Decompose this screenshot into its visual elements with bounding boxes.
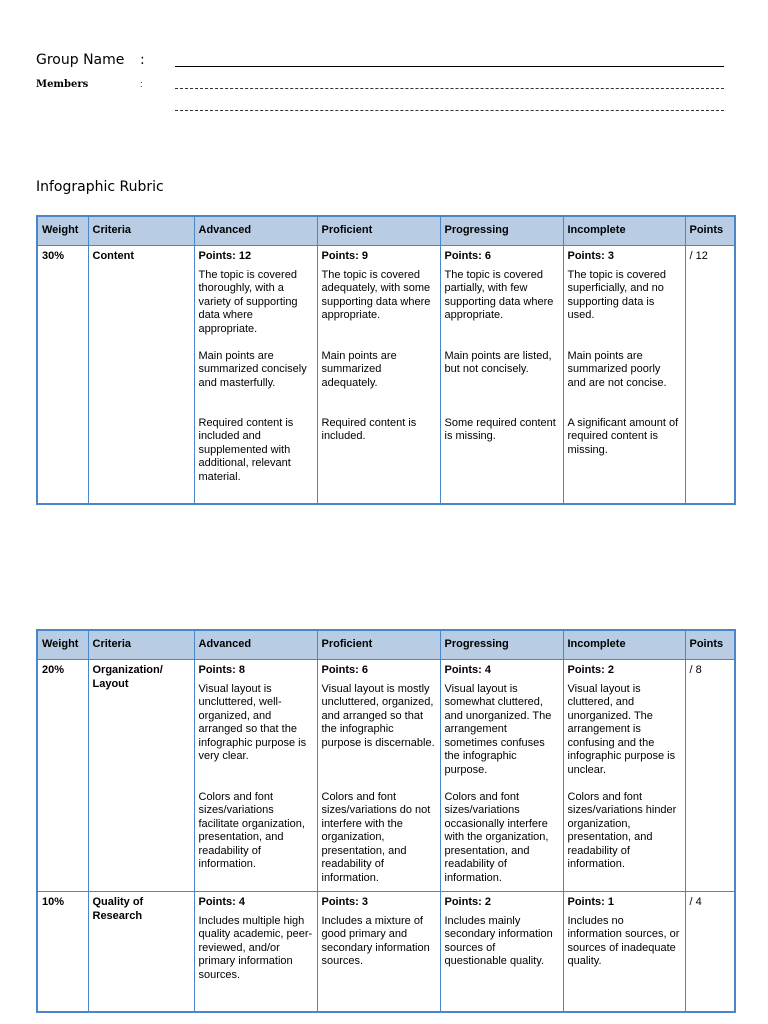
points-label: Points: 2 xyxy=(567,664,614,676)
col-header-weight: Weight xyxy=(37,630,88,660)
descriptor-text: The topic is covered thoroughly, with a variety of supporting data where appropriate. xyxy=(198,268,298,335)
col-header-proficient: Proficient xyxy=(317,216,440,246)
points-label: Points: 4 xyxy=(444,664,491,676)
proficient-cell xyxy=(317,246,440,504)
descriptor-text: Colors and font sizes/variations facilitate organization, presentation, and readability of information. xyxy=(198,790,305,870)
table-row xyxy=(37,660,735,892)
col-header-proficient: Proficient xyxy=(317,630,440,660)
progressing-cell xyxy=(440,892,563,1012)
descriptor-text: Visual layout is cluttered, and unorganized. The arrangement is confusing and the infographic purpose is unclear. xyxy=(567,682,676,776)
group-name-field-line[interactable] xyxy=(175,66,724,67)
table-header-row xyxy=(37,630,735,660)
col-header-criteria: Criteria xyxy=(88,216,194,246)
col-header-incomplete: Incomplete xyxy=(563,630,685,660)
table-header-row xyxy=(37,216,735,246)
col-header-criteria: Criteria xyxy=(88,630,194,660)
points-label: Points: 4 xyxy=(198,896,245,908)
rubric-table-2 xyxy=(36,629,736,1013)
descriptor-text: The topic is covered superficially, and no supporting data is used. xyxy=(567,268,666,321)
descriptor-text: Colors and font sizes/variations do not interfere with the organization, presentation, and readability of information. xyxy=(321,790,431,884)
advanced-cell xyxy=(194,892,317,1012)
members-label: Members xyxy=(36,79,89,90)
points-label: Points: 3 xyxy=(321,896,368,908)
proficient-cell xyxy=(317,892,440,1012)
points-label: Points: 1 xyxy=(567,896,614,908)
weight-cell: 30% xyxy=(37,246,88,504)
descriptor-text: The topic is covered adequately, with some supporting data where appropriate. xyxy=(321,268,431,321)
criteria-cell: Organization/ Layout xyxy=(88,660,194,892)
weight-cell: 10% xyxy=(37,892,88,1012)
advanced-cell xyxy=(194,660,317,892)
descriptor-text: Visual layout is somewhat cluttered, and unorganized. The arrangement sometimes confuses the infographic purpose. xyxy=(444,682,552,776)
col-header-points: Points xyxy=(685,216,735,246)
descriptor-text: Visual layout is uncluttered, well-organized, and arranged so that the infographic purpose is very clear. xyxy=(198,682,307,762)
rubric-title: Infographic Rubric xyxy=(36,179,164,195)
descriptor-text: A significant amount of required content is missing. xyxy=(567,416,679,456)
weight-cell: 20% xyxy=(37,660,88,892)
descriptor-text: Includes multiple high quality academic, peer-reviewed, and/or primary information sources. xyxy=(198,914,313,981)
descriptor-text: Main points are summarized concisely and masterfully. xyxy=(198,349,307,389)
descriptor-text: Includes a mixture of good primary and secondary information sources. xyxy=(321,914,430,967)
points-label: Points: 6 xyxy=(321,664,368,676)
incomplete-cell xyxy=(563,660,685,892)
descriptor-text: Includes mainly secondary information sources of questionable quality. xyxy=(444,914,553,967)
descriptor-text: Some required content is missing. xyxy=(444,416,556,442)
descriptor-text: Colors and font sizes/variations hinder organization, presentation, and readability of information. xyxy=(567,790,677,870)
col-header-weight: Weight xyxy=(37,216,88,246)
group-name-colon: : xyxy=(140,52,145,68)
advanced-cell xyxy=(194,246,317,504)
descriptor-text: Main points are summarized poorly and are not concise. xyxy=(567,349,667,389)
descriptor-text: Visual layout is mostly uncluttered, organized, and arranged so that the infographic purpose is discernable. xyxy=(321,682,435,749)
points-label: Points: 2 xyxy=(444,896,491,908)
progressing-cell xyxy=(440,660,563,892)
descriptor-text: Includes no information sources, or sources of inadequate quality. xyxy=(567,914,680,967)
proficient-cell xyxy=(317,660,440,892)
members-colon: : xyxy=(140,79,143,89)
score-cell[interactable]: / 12 xyxy=(685,246,735,504)
col-header-progressing: Progressing xyxy=(440,630,563,660)
col-header-advanced: Advanced xyxy=(194,630,317,660)
points-label: Points: 8 xyxy=(198,664,245,676)
score-cell[interactable]: / 4 xyxy=(685,892,735,1012)
criteria-cell: Content xyxy=(88,246,194,504)
progressing-cell xyxy=(440,246,563,504)
points-label: Points: 3 xyxy=(567,250,614,262)
descriptor-text: Main points are summarized adequately. xyxy=(321,349,397,389)
col-header-points: Points xyxy=(685,630,735,660)
incomplete-cell xyxy=(563,892,685,1012)
points-label: Points: 6 xyxy=(444,250,491,262)
score-cell[interactable]: / 8 xyxy=(685,660,735,892)
points-label: Points: 12 xyxy=(198,250,252,262)
descriptor-text: The topic is covered partially, with few supporting data where appropriate. xyxy=(444,268,554,321)
table-row xyxy=(37,892,735,1012)
criteria-cell: Quality of Research xyxy=(88,892,194,1012)
rubric-table-1 xyxy=(36,215,736,505)
incomplete-cell xyxy=(563,246,685,504)
table-row xyxy=(37,246,735,504)
descriptor-text: Colors and font sizes/variations occasionally interfere with the organization, presentation, and readability of information. xyxy=(444,790,549,884)
col-header-incomplete: Incomplete xyxy=(563,216,685,246)
group-name-label: Group Name xyxy=(36,52,125,68)
members-field-line-1[interactable] xyxy=(175,88,724,89)
descriptor-text: Required content is included and supplemented with additional, relevant material. xyxy=(198,416,294,483)
descriptor-text: Main points are listed, but not concisely. xyxy=(444,349,552,375)
descriptor-text: Required content is included. xyxy=(321,416,417,442)
members-field-line-2[interactable] xyxy=(175,110,724,111)
col-header-progressing: Progressing xyxy=(440,216,563,246)
points-label: Points: 9 xyxy=(321,250,368,262)
col-header-advanced: Advanced xyxy=(194,216,317,246)
